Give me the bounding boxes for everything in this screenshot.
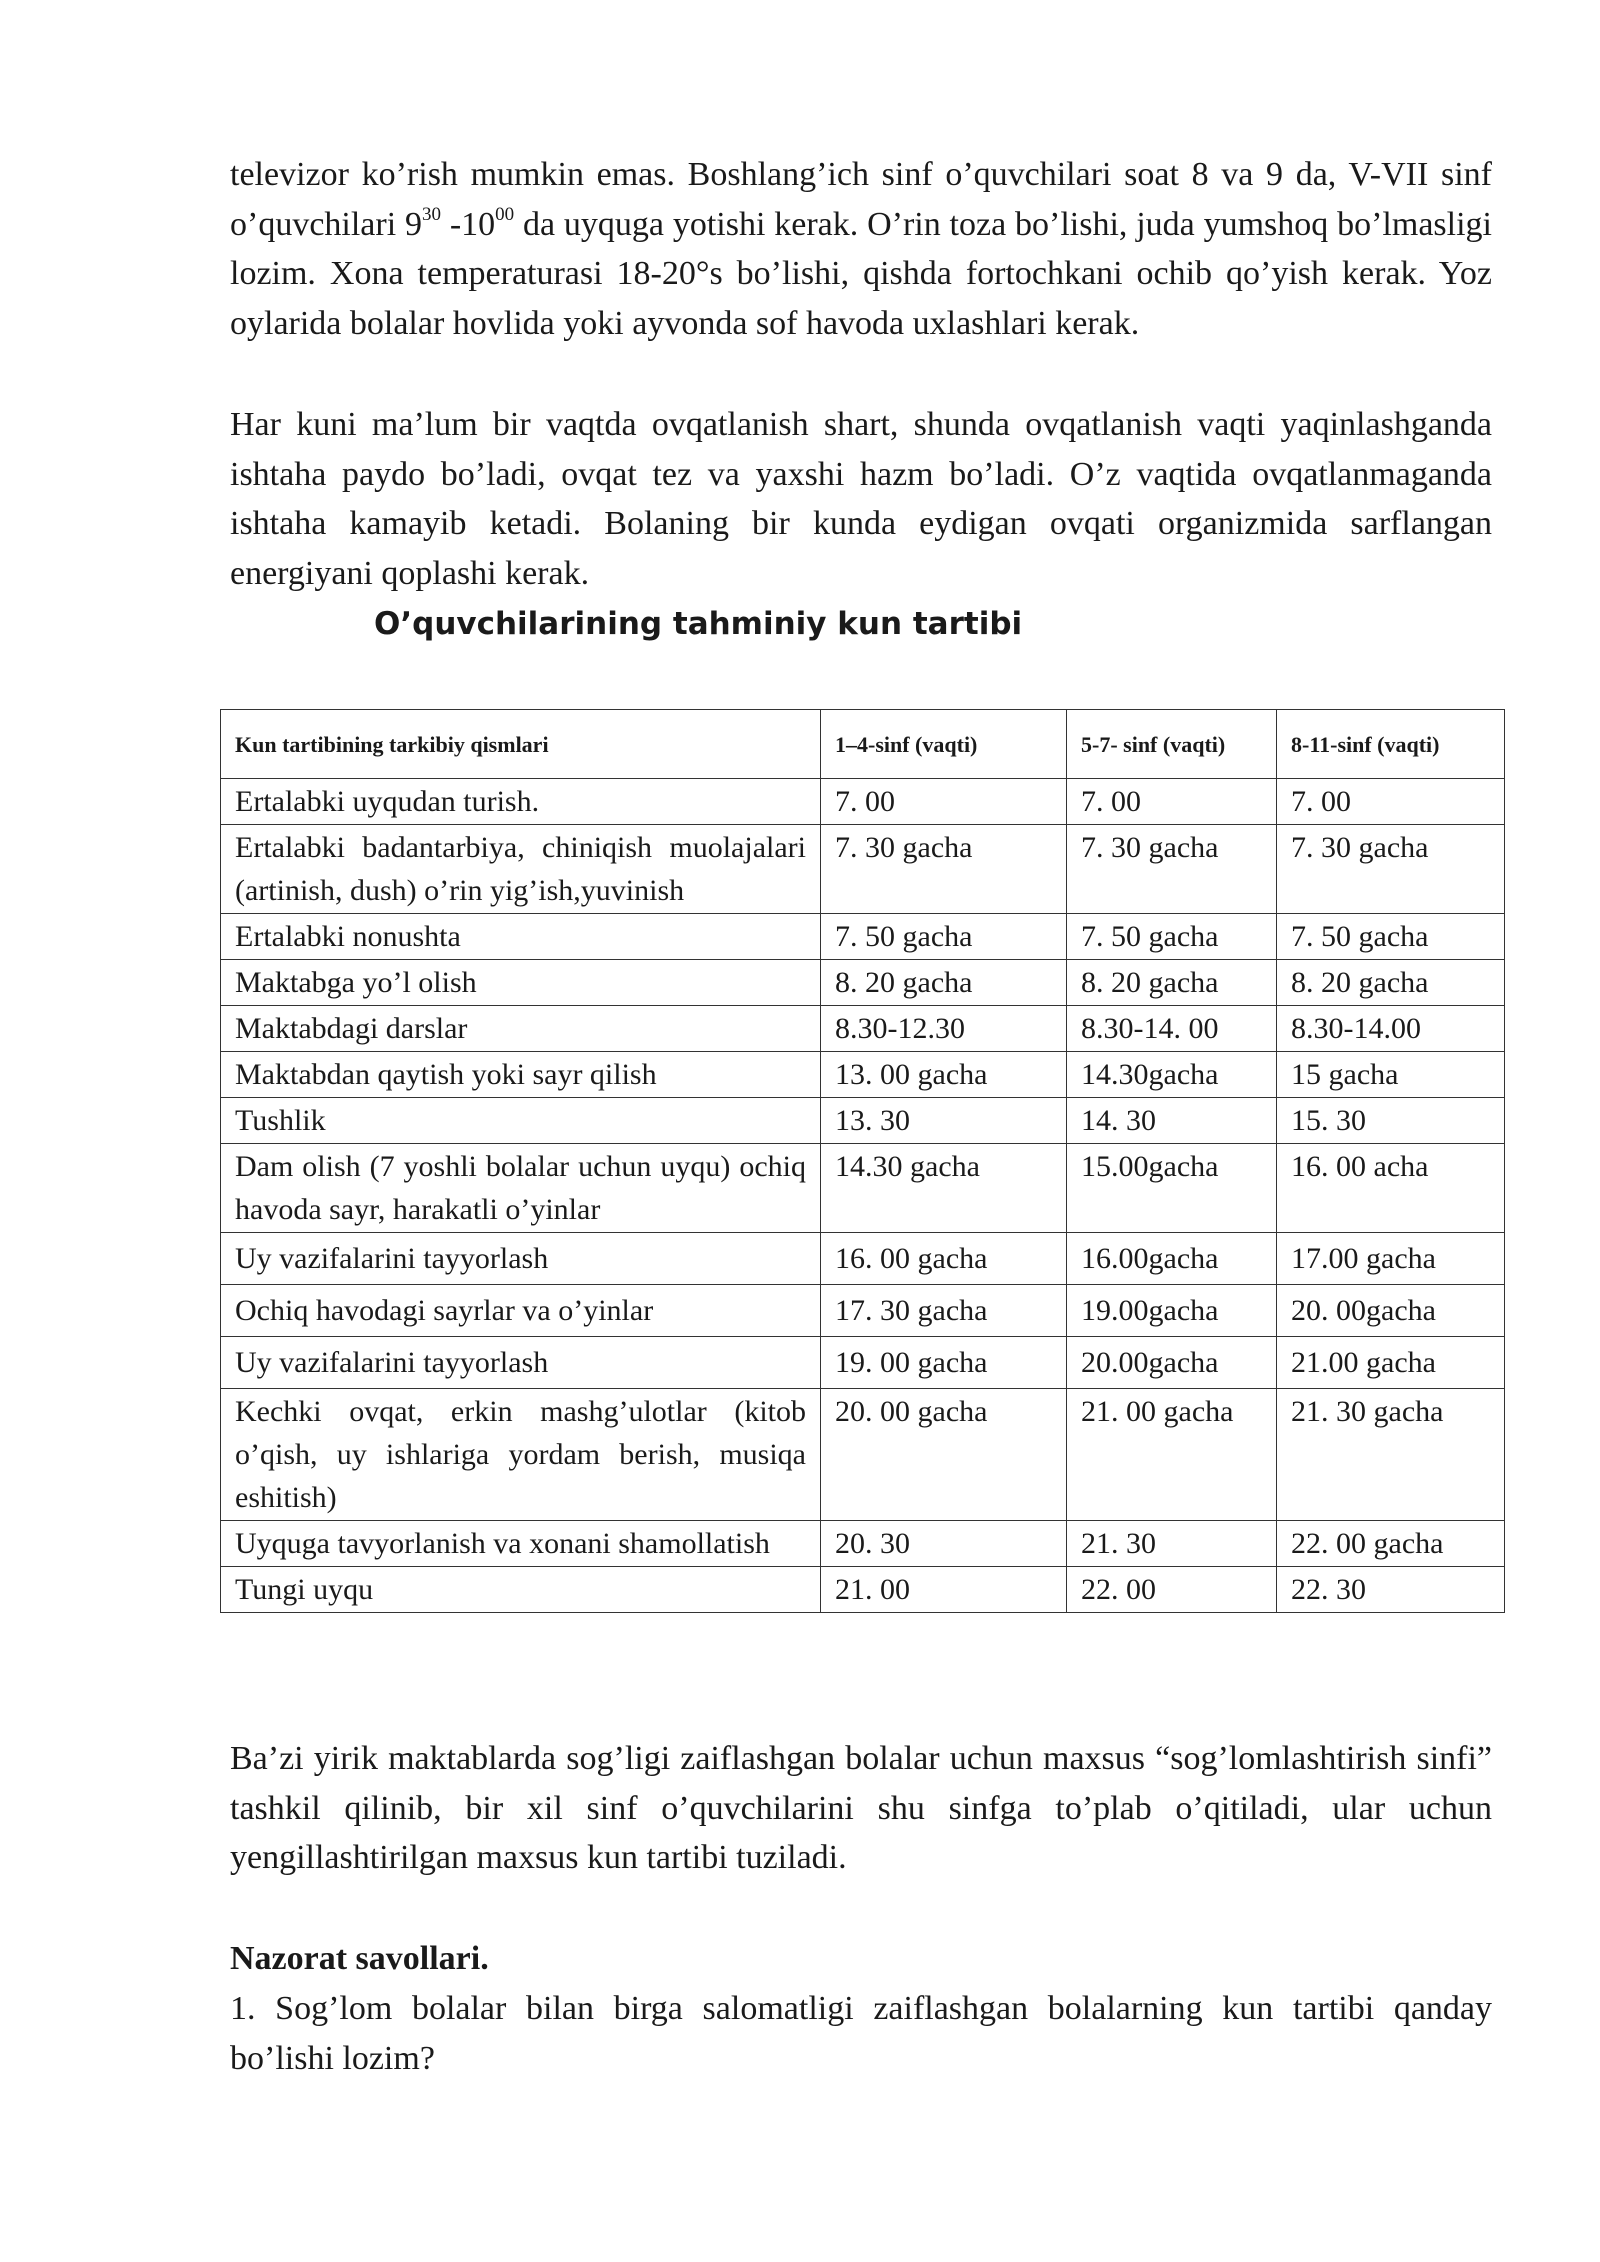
activity-cell: Ochiq havodagi sayrlar va o’yinlar (221, 1285, 821, 1337)
table-title: O’quvchilarining tahminiy kun tartibi (374, 606, 1023, 642)
table-row (221, 825, 1505, 914)
table-row (221, 779, 1505, 825)
superscript-00: 00 (495, 203, 515, 225)
time-cell: 7. 50 gacha (821, 914, 1067, 960)
activity-cell: Ertalabki nonushta (221, 914, 821, 960)
daily-schedule-table (220, 709, 1505, 1613)
time-cell: 15 gacha (1277, 1052, 1505, 1098)
table-row (221, 1052, 1505, 1098)
activity-cell: Maktabga yo’l olish (221, 960, 821, 1006)
paragraph-sleep-regime (230, 150, 1492, 348)
header-activity: Kun tartibining tarkibiy qismlari (221, 710, 821, 779)
table-row (221, 1285, 1505, 1337)
time-cell: 7. 00 (1067, 779, 1277, 825)
paragraph-text: da uyquga yotishi kerak. O’rin toza bo’lishi, juda yumshoq bo’lmasligi lozim. Xona temperaturasi 18-20°s bo’lishi, qishda fortochkani ochib qo’yish kerak. Yoz oylarida bolalar hovlida yoki ayvonda sof havoda uxlashlari kerak. (230, 205, 1492, 342)
time-cell: 16.00gacha (1067, 1233, 1277, 1285)
time-cell: 21. 00 (821, 1567, 1067, 1613)
table-row (221, 914, 1505, 960)
time-cell: 8.30-12.30 (821, 1006, 1067, 1052)
time-cell: 7. 30 gacha (821, 825, 1067, 914)
time-cell: 13. 30 (821, 1098, 1067, 1144)
time-cell: 7. 50 gacha (1067, 914, 1277, 960)
time-cell: 7. 50 gacha (1277, 914, 1505, 960)
time-cell: 13. 00 gacha (821, 1052, 1067, 1098)
time-cell: 21.00 gacha (1277, 1337, 1505, 1389)
paragraph-health-class: Ba’zi yirik maktablarda sog’ligi zaiflashgan bolalar uchun maxsus “sog’lomlashtirish sinfi” tashkil qilinib, bir xil sinf o’quvchilarini shu sinfga to’plab o’qitiladi, ular uchun yengillashtirilgan maxsus kun tartibi tuziladi. (230, 1740, 1492, 1876)
table-row (221, 1098, 1505, 1144)
time-cell: 14.30 gacha (821, 1144, 1067, 1233)
time-cell: 21. 00 gacha (1067, 1389, 1277, 1521)
time-cell: 20. 00 gacha (821, 1389, 1067, 1521)
question-1: 1. Sog’lom bolalar bilan birga salomatligi zaiflashgan bolalarning kun tartibi qanday bo’lishi lozim? (230, 1990, 1492, 2077)
activity-cell: Uy vazifalarini tayyorlash (221, 1337, 821, 1389)
table-header-row (221, 710, 1505, 779)
paragraph-text: -10 (441, 205, 496, 243)
activity-cell: Tungi uyqu (221, 1567, 821, 1613)
time-cell: 21. 30 (1067, 1521, 1277, 1567)
time-cell: 14.30gacha (1067, 1052, 1277, 1098)
activity-cell: Maktabdagi darslar (221, 1006, 821, 1052)
activity-cell: Maktabdan qaytish yoki sayr qilish (221, 1052, 821, 1098)
table-row (221, 1144, 1505, 1233)
time-cell: 21. 30 gacha (1277, 1389, 1505, 1521)
time-cell: 7. 30 gacha (1067, 825, 1277, 914)
time-cell: 22. 00 gacha (1277, 1521, 1505, 1567)
time-cell: 22. 30 (1277, 1567, 1505, 1613)
time-cell: 17. 30 gacha (821, 1285, 1067, 1337)
time-cell: 19. 00 gacha (821, 1337, 1067, 1389)
time-cell: 20.00gacha (1067, 1337, 1277, 1389)
time-cell: 14. 30 (1067, 1098, 1277, 1144)
time-cell: 22. 00 (1067, 1567, 1277, 1613)
activity-cell: Dam olish (7 yoshli bolalar uchun uyqu) ochiq havoda sayr, harakatli o’yinlar (221, 1144, 821, 1233)
activity-cell: Tushlik (221, 1098, 821, 1144)
time-cell: 7. 30 gacha (1277, 825, 1505, 914)
table-row (221, 960, 1505, 1006)
superscript-30: 30 (422, 203, 441, 225)
time-cell: 20. 30 (821, 1521, 1067, 1567)
table-row (221, 1389, 1505, 1521)
activity-cell: Ertalabki uyqudan turish. (221, 779, 821, 825)
table-row (221, 1567, 1505, 1613)
time-cell: 19.00gacha (1067, 1285, 1277, 1337)
header-grades-8-11: 8-11-sinf (vaqti) (1277, 710, 1505, 779)
table-row (221, 1006, 1505, 1052)
time-cell: 16. 00 acha (1277, 1144, 1505, 1233)
activity-cell: Ertalabki badantarbiya, chiniqish muolajalari (artinish, dush) o’rin yig’ish,yuvinish (221, 825, 821, 914)
time-cell: 15.00gacha (1067, 1144, 1277, 1233)
time-cell: 15. 30 (1277, 1098, 1505, 1144)
time-cell: 20. 00gacha (1277, 1285, 1505, 1337)
table-row (221, 1521, 1505, 1567)
table-row (221, 1337, 1505, 1389)
time-cell: 8. 20 gacha (821, 960, 1067, 1006)
time-cell: 7. 00 (1277, 779, 1505, 825)
time-cell: 8.30-14.00 (1277, 1006, 1505, 1052)
time-cell: 7. 00 (821, 779, 1067, 825)
time-cell: 8. 20 gacha (1277, 960, 1505, 1006)
time-cell: 8. 20 gacha (1067, 960, 1277, 1006)
time-cell: 16. 00 gacha (821, 1233, 1067, 1285)
time-cell: 17.00 gacha (1277, 1233, 1505, 1285)
time-cell: 8.30-14. 00 (1067, 1006, 1277, 1052)
questions-heading: Nazorat savollari. (230, 1940, 489, 1977)
header-grades-1-4: 1–4-sinf (vaqti) (821, 710, 1067, 779)
activity-cell: Kechki ovqat, erkin mashg’ulotlar (kitob o’qish, uy ishlariga yordam berish, musiqa eshitish) (221, 1389, 821, 1521)
paragraph-meal-regime: Har kuni ma’lum bir vaqtda ovqatlanish shart, shunda ovqatlanish vaqti yaqinlashganda ishtaha paydo bo’ladi, ovqat tez va yaxshi hazm bo’ladi. O’z vaqtida ovqatlanmaganda ishtaha kamayib ketadi. Bolaning bir kunda eydigan ovqati organizmida sarflangan energiyani qoplashi kerak. (230, 406, 1492, 592)
activity-cell: Uyquga tavyorlanish va xonani shamollatish (221, 1521, 821, 1567)
activity-cell: Uy vazifalarini tayyorlash (221, 1233, 821, 1285)
paragraph-text: televizor ko’rish mumkin emas. Boshlang’ich sinf o’quvchilari soat 8 va 9 da, V-VII sinf o’quvchilari 9 (230, 156, 1492, 243)
header-grades-5-7: 5-7- sinf (vaqti) (1067, 710, 1277, 779)
table-row (221, 1233, 1505, 1285)
